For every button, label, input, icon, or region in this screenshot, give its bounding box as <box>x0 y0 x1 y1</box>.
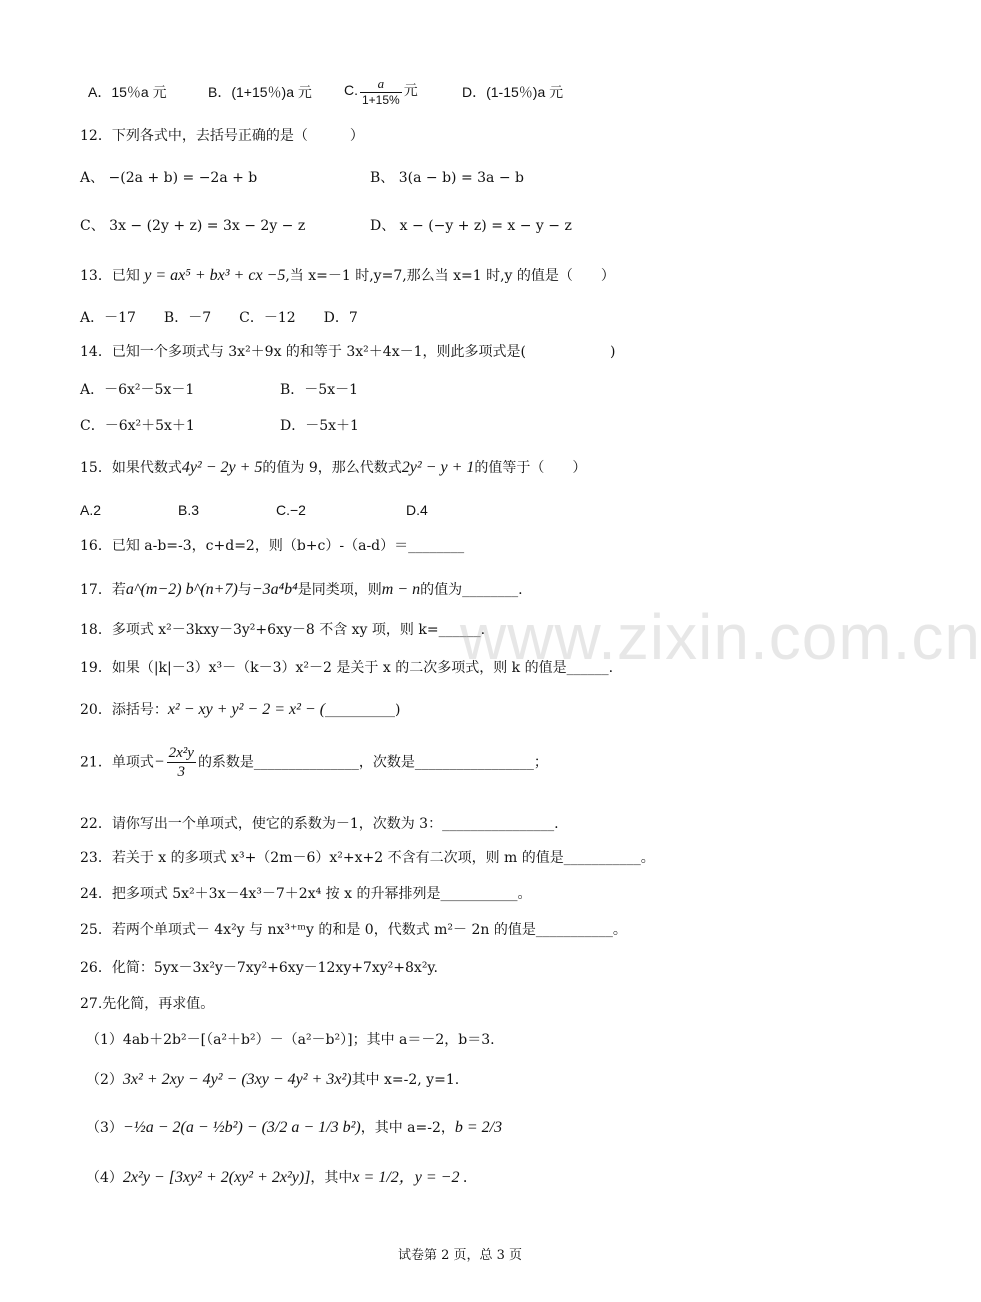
q13-stem: 13．已知 y = ax⁵ + bx³ + cx −5,当 x=－1 时,y=7,那么当 x=1 时,y 的值是（ ） <box>80 267 615 284</box>
q27-part-3: （3）−½a − 2(a − ½b²) − (3/2 a − 1/3 b²)，其中 a=-2，b = 2/3 <box>86 1119 503 1136</box>
q11-option-c: C. $\frac{a}{1+15\%}$ 元 <box>344 76 418 107</box>
q14-option-d: D．－5x＋1 <box>280 418 359 434</box>
q26-stem: 26．化简：5yx－3x²y－7xy²+6xy－12xy+7xy²+8x²y. <box>80 960 438 976</box>
q12-stem: 12．下列各式中，去括号正确的是（ ） <box>80 128 364 144</box>
q11-option-b: B．(1+15％)a 元 <box>208 84 312 100</box>
q12-option-a: A、 −(2a + b) = −2a + b <box>80 170 258 186</box>
q24-stem: 24．把多项式 5x²＋3x－4x³－7＋2x⁴ 按 x 的升幂排列是___________。 <box>80 886 532 902</box>
q16-stem: 16．已知 a-b=-3，c+d=2，则（b+c）-（a-d）＝________ <box>80 538 465 554</box>
q11-option-d: D．(1-15％)a 元 <box>462 84 564 100</box>
q14-option-b: B．－5x－1 <box>280 382 358 398</box>
q15-option-a: A.2 <box>80 502 102 518</box>
q27-part-1: （1）4ab＋2b²－[（a²＋b²）－（a²－b²）]；其中 a＝－2，b＝3. <box>86 1032 495 1048</box>
q23-stem: 23．若关于 x 的多项式 x³+（2m－6）x²+x+2 不含有二次项，则 m 的值是___________。 <box>80 850 655 866</box>
q21-stem: 21．单项式− $\frac{\text{2x²y}}{3}$ 的系数是_______________，次数是_________________； <box>80 745 548 780</box>
q15-expression-1: 4y² − 2y + 5 <box>181 459 263 476</box>
page-footer: 试卷第 2 页，总 3 页 <box>397 1248 523 1263</box>
q22-stem: 22．请你写出一个单项式，使它的系数为－1，次数为 3：________________. <box>80 816 559 832</box>
q14-option-a: A．－6x²－5x－1 <box>80 382 195 398</box>
q11-option-a: A．15％a 元 <box>88 84 167 100</box>
q17-stem: 17．若a^(m−2) b^(n+7)与−3a⁴b⁴是同类项，则m − n的值为________. <box>80 581 523 598</box>
q12-option-b: B、 3(a − b) = 3a − b <box>370 170 524 186</box>
q15-stem: 15．如果代数式4y² − 2y + 5的值为 9，那么代数式2y² − y + 1的值等于（ ） <box>80 459 587 476</box>
q13-expression: y = ax⁵ + bx³ + cx −5 <box>144 267 286 284</box>
q20-stem: 20．添括号：x² − xy + y² − 2 = x² − (__________) <box>80 701 401 718</box>
q12-option-c: C、 3x − (2y + z) = 3x − 2y − z <box>80 218 306 234</box>
q11-options <box>88 76 908 112</box>
q27-part-2: （2）3x² + 2xy − 4y² − (3xy − 4y² + 3x²)其中 x=-2, y=1. <box>86 1071 460 1088</box>
q15-option-b: B.3 <box>178 502 200 518</box>
q15-expression-2: 2y² − y + 1 <box>401 459 475 476</box>
q19-stem: 19．如果（|k|－3）x³－（k－3）x²－2 是关于 x 的二次多项式，则 k 的值是______. <box>80 660 614 676</box>
q12-option-d: D、 x − (−y + z) = x − y − z <box>370 218 572 234</box>
q14-option-c: C．－6x²＋5x＋1 <box>80 418 195 434</box>
q15-option-c: C.−2 <box>276 502 306 518</box>
q25-stem: 25．若两个单项式－ 4x²y 与 nx³⁺ᵐy 的和是 0，代数式 m²－ 2n 的值是___________。 <box>80 922 627 938</box>
watermark: www.zixin.com.cn <box>460 601 981 673</box>
q18-stem: 18．多项式 x²－3kxy－3y²+6xy－8 不含 xy 项，则 k=______. <box>80 622 486 638</box>
q13-options: A．－17 B．－7 C．－12 D．7 <box>80 310 358 326</box>
q14-stem: 14．已知一个多项式与 3x²＋9x 的和等于 3x²＋4x－1，则此多项式是( ) <box>80 344 616 360</box>
q27-stem: 27.先化简，再求值。 <box>80 996 215 1012</box>
q15-options <box>80 502 680 524</box>
q27-part-4: （4）2x²y − [3xy² + 2(xy² + 2x²y)]，其中x = 1/2，y = −2 . <box>86 1169 468 1186</box>
q15-option-d: D.4 <box>406 502 428 518</box>
